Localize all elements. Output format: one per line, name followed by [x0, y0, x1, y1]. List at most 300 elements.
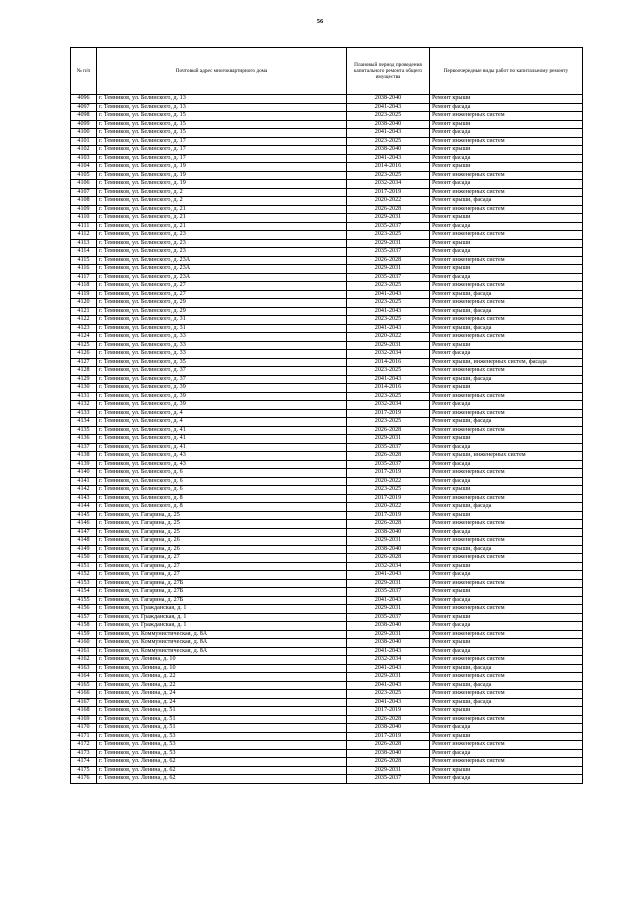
table-row [71, 154, 583, 163]
table-row [71, 656, 583, 665]
cell-period: 2035-2037 [347, 222, 430, 231]
cell-number: 4157 [71, 613, 97, 622]
cell-works: Ремонт фасада [430, 129, 583, 138]
cell-address: г. Темников, ул. Белинского, д. 23А [97, 265, 347, 274]
cell-works: Ремонт инженерных систем [430, 426, 583, 435]
cell-address: г. Темников, ул. Гагарина, д. 26 [97, 537, 347, 546]
cell-period: 2038-2040 [347, 528, 430, 537]
cell-number: 4131 [71, 392, 97, 401]
cell-address: г. Темников, ул. Белинского, д. 17 [97, 146, 347, 155]
table-row [71, 707, 583, 716]
cell-address: г. Темников, ул. Белинского, д. 35 [97, 358, 347, 367]
cell-address: г. Темников, ул. Белинского, д. 8 [97, 494, 347, 503]
cell-period: 2017-2019 [347, 188, 430, 197]
cell-number: 4134 [71, 418, 97, 427]
cell-works: Ремонт крыши [430, 265, 583, 274]
cell-number: 4175 [71, 766, 97, 775]
cell-works: Ремонт фасада [430, 647, 583, 656]
table-row [71, 571, 583, 580]
table-row [71, 664, 583, 673]
cell-works: Ремонт крыши [430, 639, 583, 648]
cell-address: г. Темников, ул. Белинского, д. 37 [97, 375, 347, 384]
table-row [71, 418, 583, 427]
table-row [71, 95, 583, 104]
cell-period: 2038-2040 [347, 622, 430, 631]
table-row [71, 367, 583, 376]
cell-address: г. Темников, ул. Белинского, д. 27 [97, 282, 347, 291]
table-row [71, 443, 583, 452]
cell-address: г. Темников, ул. Гагарина, д. 27 [97, 554, 347, 563]
cell-address: г. Темников, ул. Белинского, д. 23А [97, 256, 347, 265]
cell-works: Ремонт инженерных систем [430, 112, 583, 121]
cell-works: Ремонт крыши, фасада [430, 545, 583, 554]
cell-number: 4114 [71, 248, 97, 257]
cell-period: 2017-2019 [347, 732, 430, 741]
cell-number: 4103 [71, 154, 97, 163]
cell-period: 2023-2025 [347, 171, 430, 180]
cell-works: Ремонт инженерных систем [430, 256, 583, 265]
cell-number: 4102 [71, 146, 97, 155]
cell-address: г. Темников, ул. Белинского, д. 6 [97, 477, 347, 486]
table-row [71, 333, 583, 342]
repair-schedule-table [70, 47, 583, 784]
cell-works: Ремонт фасада [430, 596, 583, 605]
cell-number: 4161 [71, 647, 97, 656]
cell-works: Ремонт фасада [430, 528, 583, 537]
cell-number: 4118 [71, 282, 97, 291]
cell-works: Ремонт фасада [430, 248, 583, 257]
table-row [71, 545, 583, 554]
cell-number: 4109 [71, 205, 97, 214]
table-row [71, 435, 583, 444]
table-row [71, 341, 583, 350]
cell-number: 4158 [71, 622, 97, 631]
cell-period: 2023-2025 [347, 418, 430, 427]
cell-number: 4130 [71, 384, 97, 393]
cell-address: г. Темников, ул. Белинского, д. 21 [97, 205, 347, 214]
cell-number: 4107 [71, 188, 97, 197]
cell-address: г. Темников, ул. Белинского, д. 33 [97, 333, 347, 342]
cell-number: 4167 [71, 698, 97, 707]
table-row [71, 180, 583, 189]
cell-works: Ремонт инженерных систем [430, 494, 583, 503]
cell-works: Ремонт крыши [430, 214, 583, 223]
cell-works: Ремонт инженерных систем [430, 520, 583, 529]
cell-period: 2041-2043 [347, 129, 430, 138]
cell-period: 2041-2043 [347, 571, 430, 580]
cell-works: Ремонт крыши, фасада [430, 418, 583, 427]
cell-address: г. Темников, ул. Коммунистическая, д. 8А [97, 639, 347, 648]
table-row [71, 248, 583, 257]
cell-period: 2029-2031 [347, 630, 430, 639]
cell-address: г. Темников, ул. Ленина, д. 53 [97, 749, 347, 758]
cell-period: 2032-2034 [347, 562, 430, 571]
cell-works: Ремонт инженерных систем [430, 715, 583, 724]
cell-address: г. Темников, ул. Ленина, д. 53 [97, 732, 347, 741]
cell-number: 4111 [71, 222, 97, 231]
cell-period: 2026-2028 [347, 452, 430, 461]
cell-address: г. Темников, ул. Белинского, д. 6 [97, 486, 347, 495]
table-row [71, 503, 583, 512]
header-works: Первоочередные виды работ по капитальному ремонту [430, 48, 583, 95]
cell-number: 4149 [71, 545, 97, 554]
cell-period: 2014-2016 [347, 163, 430, 172]
cell-period: 2029-2031 [347, 673, 430, 682]
cell-number: 4156 [71, 605, 97, 614]
cell-period: 2026-2028 [347, 554, 430, 563]
table-row [71, 426, 583, 435]
cell-period: 2038-2040 [347, 95, 430, 104]
cell-period: 2029-2031 [347, 214, 430, 223]
cell-address: г. Темников, ул. Ленина, д. 62 [97, 766, 347, 775]
table-row [71, 486, 583, 495]
cell-address: г. Темников, ул. Белинского, д. 29 [97, 307, 347, 316]
cell-works: Ремонт инженерных систем [430, 690, 583, 699]
cell-address: г. Темников, ул. Гагарина, д. 25 [97, 520, 347, 529]
table-row [71, 758, 583, 767]
cell-period: 2026-2028 [347, 205, 430, 214]
cell-period: 2029-2031 [347, 766, 430, 775]
cell-works: Ремонт крыши [430, 707, 583, 716]
cell-works: Ремонт крыши [430, 384, 583, 393]
table-row [71, 647, 583, 656]
cell-number: 4172 [71, 741, 97, 750]
cell-works: Ремонт крыши, инженерных систем [430, 452, 583, 461]
table-row [71, 392, 583, 401]
cell-works: Ремонт фасада [430, 622, 583, 631]
cell-number: 4106 [71, 180, 97, 189]
cell-number: 4098 [71, 112, 97, 121]
cell-works: Ремонт крыши [430, 120, 583, 129]
cell-address: г. Темников, ул. Ленина, д. 62 [97, 758, 347, 767]
cell-works: Ремонт крыши [430, 163, 583, 172]
cell-address: г. Темников, ул. Гагарина, д. 26 [97, 545, 347, 554]
cell-number: 4171 [71, 732, 97, 741]
cell-number: 4168 [71, 707, 97, 716]
cell-period: 2038-2040 [347, 639, 430, 648]
cell-period: 2017-2019 [347, 707, 430, 716]
cell-works: Ремонт инженерных систем [430, 605, 583, 614]
cell-period: 2035-2037 [347, 775, 430, 784]
cell-works: Ремонт инженерных систем [430, 579, 583, 588]
cell-number: 4100 [71, 129, 97, 138]
cell-period: 2041-2043 [347, 681, 430, 690]
cell-period: 2029-2031 [347, 239, 430, 248]
table-row [71, 214, 583, 223]
table-row [71, 613, 583, 622]
cell-number: 4162 [71, 656, 97, 665]
cell-address: г. Темников, ул. Белинского, д. 8 [97, 503, 347, 512]
cell-number: 4120 [71, 299, 97, 308]
cell-period: 2020-2022 [347, 197, 430, 206]
cell-works: Ремонт крыши [430, 613, 583, 622]
cell-number: 4125 [71, 341, 97, 350]
cell-number: 4154 [71, 588, 97, 597]
cell-period: 2038-2040 [347, 724, 430, 733]
table-row [71, 307, 583, 316]
cell-number: 4137 [71, 443, 97, 452]
cell-number: 4142 [71, 486, 97, 495]
cell-address: г. Темников, ул. Гагарина, д. 27 [97, 562, 347, 571]
cell-works: Ремонт крыши, фасада [430, 307, 583, 316]
cell-works: Ремонт крыши, фасада [430, 664, 583, 673]
cell-period: 2026-2028 [347, 715, 430, 724]
cell-number: 4124 [71, 333, 97, 342]
cell-period: 2041-2043 [347, 154, 430, 163]
cell-works: Ремонт крыши [430, 511, 583, 520]
cell-period: 2038-2040 [347, 545, 430, 554]
table-row [71, 137, 583, 146]
cell-number: 4135 [71, 426, 97, 435]
cell-period: 2023-2025 [347, 367, 430, 376]
table-row [71, 146, 583, 155]
cell-address: г. Темников, ул. Ленина, д. 51 [97, 724, 347, 733]
cell-works: Ремонт фасада [430, 222, 583, 231]
cell-address: г. Темников, ул. Гагарина, д. 27Б [97, 588, 347, 597]
table-row [71, 324, 583, 333]
cell-address: г. Темников, ул. Ленина, д. 10 [97, 656, 347, 665]
cell-number: 4117 [71, 273, 97, 282]
cell-period: 2041-2043 [347, 307, 430, 316]
table-row [71, 554, 583, 563]
cell-number: 4129 [71, 375, 97, 384]
cell-period: 2014-2016 [347, 384, 430, 393]
cell-works: Ремонт крыши [430, 239, 583, 248]
cell-address: г. Темников, ул. Гагарина, д. 27 [97, 571, 347, 580]
table-row [71, 749, 583, 758]
cell-number: 4096 [71, 95, 97, 104]
table-row [71, 384, 583, 393]
cell-address: г. Темников, ул. Белинского, д. 43 [97, 460, 347, 469]
table-row [71, 112, 583, 121]
cell-works: Ремонт инженерных систем [430, 205, 583, 214]
table-row [71, 698, 583, 707]
cell-works: Ремонт крыши [430, 341, 583, 350]
cell-address: г. Темников, ул. Белинского, д. 41 [97, 443, 347, 452]
cell-period: 2041-2043 [347, 324, 430, 333]
cell-address: г. Темников, ул. Ленина, д. 22 [97, 673, 347, 682]
cell-number: 4121 [71, 307, 97, 316]
cell-number: 4115 [71, 256, 97, 265]
table-row [71, 469, 583, 478]
cell-address: г. Темников, ул. Белинского, д. 41 [97, 426, 347, 435]
cell-works: Ремонт фасада [430, 724, 583, 733]
table-row [71, 460, 583, 469]
cell-number: 4097 [71, 103, 97, 112]
cell-period: 2023-2025 [347, 231, 430, 240]
cell-period: 2017-2019 [347, 494, 430, 503]
cell-address: г. Темников, ул. Белинского, д. 23 [97, 231, 347, 240]
cell-works: Ремонт фасада [430, 571, 583, 580]
cell-number: 4141 [71, 477, 97, 486]
table-row [71, 605, 583, 614]
cell-address: г. Темников, ул. Ленина, д. 10 [97, 664, 347, 673]
cell-works: Ремонт фасада [430, 350, 583, 359]
cell-address: г. Темников, ул. Ленина, д. 53 [97, 741, 347, 750]
cell-period: 2026-2028 [347, 256, 430, 265]
cell-number: 4163 [71, 664, 97, 673]
cell-works: Ремонт крыши [430, 588, 583, 597]
cell-address: г. Темников, ул. Белинского, д. 39 [97, 401, 347, 410]
cell-number: 4145 [71, 511, 97, 520]
cell-period: 2035-2037 [347, 460, 430, 469]
table-row [71, 171, 583, 180]
cell-number: 4155 [71, 596, 97, 605]
cell-period: 2032-2034 [347, 180, 430, 189]
cell-number: 4174 [71, 758, 97, 767]
cell-address: г. Темников, ул. Белинского, д. 31 [97, 324, 347, 333]
cell-address: г. Темников, ул. Гагарина, д. 27Б [97, 596, 347, 605]
cell-works: Ремонт инженерных систем [430, 656, 583, 665]
cell-address: г. Темников, ул. Белинского, д. 39 [97, 392, 347, 401]
cell-works: Ремонт крыши [430, 95, 583, 104]
cell-address: г. Темников, ул. Белинского, д. 6 [97, 469, 347, 478]
cell-works: Ремонт инженерных систем [430, 554, 583, 563]
cell-number: 4113 [71, 239, 97, 248]
cell-address: г. Темников, ул. Гагарина, д. 27Б [97, 579, 347, 588]
cell-address: г. Темников, ул. Белинского, д. 33 [97, 341, 347, 350]
cell-works: Ремонт крыши [430, 562, 583, 571]
cell-number: 4112 [71, 231, 97, 240]
cell-works: Ремонт инженерных систем [430, 409, 583, 418]
cell-works: Ремонт инженерных систем [430, 630, 583, 639]
cell-period: 2023-2025 [347, 690, 430, 699]
cell-address: г. Темников, ул. Белинского, д. 27 [97, 290, 347, 299]
cell-address: г. Темников, ул. Белинского, д. 13 [97, 95, 347, 104]
cell-period: 2035-2037 [347, 248, 430, 257]
table-row [71, 741, 583, 750]
cell-works: Ремонт фасада [430, 443, 583, 452]
cell-period: 2029-2031 [347, 605, 430, 614]
cell-works: Ремонт крыши [430, 146, 583, 155]
cell-number: 4133 [71, 409, 97, 418]
cell-period: 2023-2025 [347, 316, 430, 325]
cell-address: г. Темников, ул. Белинского, д. 2 [97, 197, 347, 206]
cell-period: 2029-2031 [347, 265, 430, 274]
cell-address: г. Темников, ул. Белинского, д. 29 [97, 299, 347, 308]
cell-address: г. Темников, ул. Белинского, д. 23А [97, 273, 347, 282]
table-body [71, 95, 583, 784]
cell-works: Ремонт фасада [430, 775, 583, 784]
table-row [71, 681, 583, 690]
cell-number: 4110 [71, 214, 97, 223]
cell-period: 2041-2043 [347, 647, 430, 656]
header-period: Плановый период проведения капитального ремонта общего имущества [347, 48, 430, 95]
table-row [71, 205, 583, 214]
cell-address: г. Темников, ул. Белинского, д. 19 [97, 180, 347, 189]
cell-address: г. Темников, ул. Белинского, д. 23 [97, 248, 347, 257]
cell-number: 4108 [71, 197, 97, 206]
cell-number: 4147 [71, 528, 97, 537]
cell-number: 4128 [71, 367, 97, 376]
cell-works: Ремонт фасада [430, 401, 583, 410]
table-row [71, 528, 583, 537]
cell-works: Ремонт крыши [430, 766, 583, 775]
cell-address: г. Темников, ул. Белинского, д. 21 [97, 214, 347, 223]
cell-number: 4099 [71, 120, 97, 129]
cell-address: г. Темников, ул. Белинского, д. 33 [97, 350, 347, 359]
cell-address: г. Темников, ул. Белинского, д. 17 [97, 137, 347, 146]
cell-address: г. Темников, ул. Коммунистическая, д. 8А [97, 630, 347, 639]
cell-works: Ремонт инженерных систем [430, 171, 583, 180]
cell-period: 2041-2043 [347, 290, 430, 299]
table-row [71, 163, 583, 172]
cell-works: Ремонт крыши, фасада [430, 324, 583, 333]
cell-works: Ремонт инженерных систем [430, 188, 583, 197]
table-row [71, 282, 583, 291]
cell-address: г. Темников, ул. Гагарина, д. 25 [97, 528, 347, 537]
cell-number: 4170 [71, 724, 97, 733]
cell-address: г. Темников, ул. Ленина, д. 62 [97, 775, 347, 784]
table-row [71, 588, 583, 597]
table-row [71, 401, 583, 410]
cell-works: Ремонт фасада [430, 477, 583, 486]
header-num: № п/п [71, 48, 97, 95]
cell-address: г. Темников, ул. Белинского, д. 31 [97, 316, 347, 325]
cell-number: 4144 [71, 503, 97, 512]
table-row [71, 766, 583, 775]
cell-number: 4152 [71, 571, 97, 580]
table-row [71, 409, 583, 418]
cell-period: 2029-2031 [347, 579, 430, 588]
cell-period: 2023-2025 [347, 299, 430, 308]
cell-works: Ремонт крыши, фасада [430, 503, 583, 512]
cell-works: Ремонт инженерных систем [430, 537, 583, 546]
cell-number: 4173 [71, 749, 97, 758]
cell-period: 2035-2037 [347, 443, 430, 452]
cell-works: Ремонт инженерных систем [430, 392, 583, 401]
cell-number: 4164 [71, 673, 97, 682]
cell-works: Ремонт инженерных систем [430, 469, 583, 478]
cell-address: г. Темников, ул. Ленина, д. 51 [97, 707, 347, 716]
table-row [71, 622, 583, 631]
cell-number: 4139 [71, 460, 97, 469]
cell-period: 2023-2025 [347, 392, 430, 401]
cell-period: 2026-2028 [347, 758, 430, 767]
cell-number: 4146 [71, 520, 97, 529]
cell-period: 2041-2043 [347, 664, 430, 673]
cell-number: 4122 [71, 316, 97, 325]
cell-address: г. Темников, ул. Ленина, д. 51 [97, 715, 347, 724]
cell-period: 2035-2037 [347, 273, 430, 282]
cell-works: Ремонт фасада [430, 154, 583, 163]
table-row [71, 316, 583, 325]
cell-works: Ремонт фасада [430, 180, 583, 189]
table-row [71, 358, 583, 367]
cell-number: 4165 [71, 681, 97, 690]
cell-period: 2029-2031 [347, 537, 430, 546]
cell-works: Ремонт инженерных систем [430, 231, 583, 240]
table-row [71, 222, 583, 231]
cell-works: Ремонт инженерных систем [430, 758, 583, 767]
cell-period: 2026-2028 [347, 426, 430, 435]
cell-period: 2017-2019 [347, 409, 430, 418]
cell-period: 2026-2028 [347, 520, 430, 529]
cell-works: Ремонт фасада [430, 103, 583, 112]
cell-number: 4169 [71, 715, 97, 724]
cell-number: 4132 [71, 401, 97, 410]
cell-address: г. Темников, ул. Белинского, д. 2 [97, 188, 347, 197]
cell-number: 4138 [71, 452, 97, 461]
cell-period: 2035-2037 [347, 588, 430, 597]
table-row [71, 375, 583, 384]
cell-period: 2038-2040 [347, 749, 430, 758]
cell-period: 2041-2043 [347, 375, 430, 384]
cell-address: г. Темников, ул. Белинского, д. 41 [97, 435, 347, 444]
cell-period: 2023-2025 [347, 137, 430, 146]
cell-period: 2041-2043 [347, 103, 430, 112]
table-row [71, 452, 583, 461]
